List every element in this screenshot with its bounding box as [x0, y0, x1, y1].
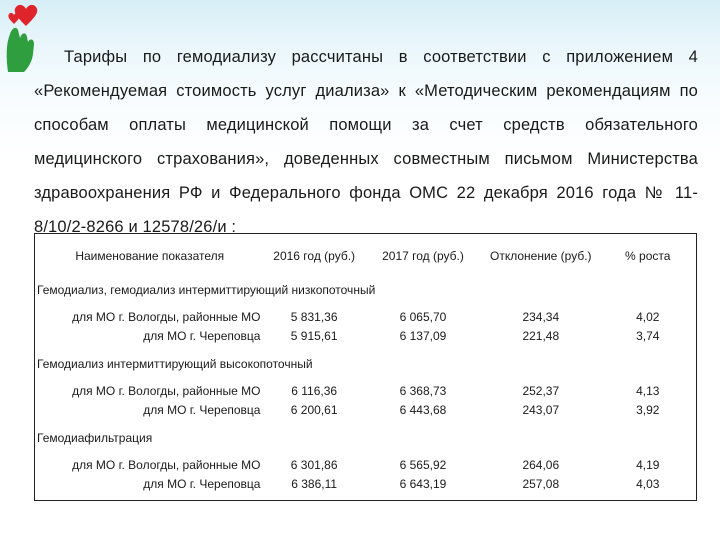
header-2016: 2016 год (руб.): [273, 249, 356, 263]
section-row: [35, 352, 697, 376]
section-row: [35, 278, 697, 302]
row-name: для МО г. Вологды, районные МО: [72, 458, 261, 472]
value-2017: 6 643,19: [399, 477, 447, 491]
header-deviation: Отклонение (руб.): [490, 249, 592, 263]
value-deviation: 221,48: [522, 329, 560, 343]
value-growth: 4,03: [636, 477, 660, 491]
section-title: Гемодиализ, гемодиализ интермиттирующий низкопоточный: [37, 283, 376, 297]
row-name: для МО г. Череповца: [143, 329, 261, 343]
value-2017: 6 565,92: [399, 458, 447, 472]
value-deviation: 257,08: [522, 477, 560, 491]
value-2016: 6 386,11: [291, 477, 338, 491]
table-row: [35, 302, 697, 352]
section-title: Гемодиализ интермиттирующий высокопоточный: [37, 357, 313, 371]
value-growth: 3,92: [636, 403, 660, 417]
value-2017: 6 368,73: [399, 384, 447, 398]
value-growth: 3,74: [636, 329, 660, 343]
row-name: для МО г. Вологды, районные МО: [72, 310, 261, 324]
row-name: для МО г. Вологды, районные МО: [72, 384, 261, 398]
value-growth: 4,02: [636, 310, 660, 324]
value-2016: 5 831,36: [290, 310, 338, 324]
table-header-row: [35, 234, 697, 279]
value-deviation: 243,07: [522, 403, 560, 417]
intro-paragraph: [34, 40, 698, 244]
table-row: [35, 376, 697, 426]
value-2017: 6 065,70: [399, 310, 447, 324]
heart-shape-small: [8, 13, 19, 24]
value-deviation: 234,34: [522, 310, 560, 324]
value-growth: 4,13: [636, 384, 660, 398]
value-2016: 6 116,36: [291, 384, 338, 398]
hand-shape: [7, 28, 34, 72]
value-deviation: 264,06: [522, 458, 560, 472]
value-growth: 4,19: [636, 458, 660, 472]
value-2016: 6 200,61: [290, 403, 338, 417]
header-2017: 2017 год (руб.): [382, 249, 464, 263]
value-2016: 5 915,61: [290, 329, 338, 343]
value-2017: 6 443,68: [399, 403, 447, 417]
header-growth: % роста: [625, 249, 671, 263]
row-name: для МО г. Череповца: [143, 403, 261, 417]
value-deviation: 252,37: [522, 384, 560, 398]
section-row: [35, 426, 697, 450]
row-name: для МО г. Череповца: [143, 477, 261, 491]
tariff-table: [34, 233, 697, 501]
section-title: Гемодиафильтрация: [37, 431, 153, 445]
value-2016: 6 301,86: [290, 458, 338, 472]
value-2017: 6 137,09: [399, 329, 447, 343]
header-name: Наименование показателя: [75, 249, 225, 263]
table-row: [35, 450, 697, 501]
intro-text: Тарифы по гемодиализу рассчитаны в соответствии с приложением 4 «Рекомендуемая стоимость услуг диализа» к «Методическим рекомендациям по способам оплаты медицинской помощи за счет средств обязательного медицинского страхования», доведенных совместным письмом Министерства здравоохранения РФ и Федерального фонда ОМС 22 декабря 2016 года № 11-8/10/2-8266 и 12578/26/и :: [34, 48, 698, 236]
